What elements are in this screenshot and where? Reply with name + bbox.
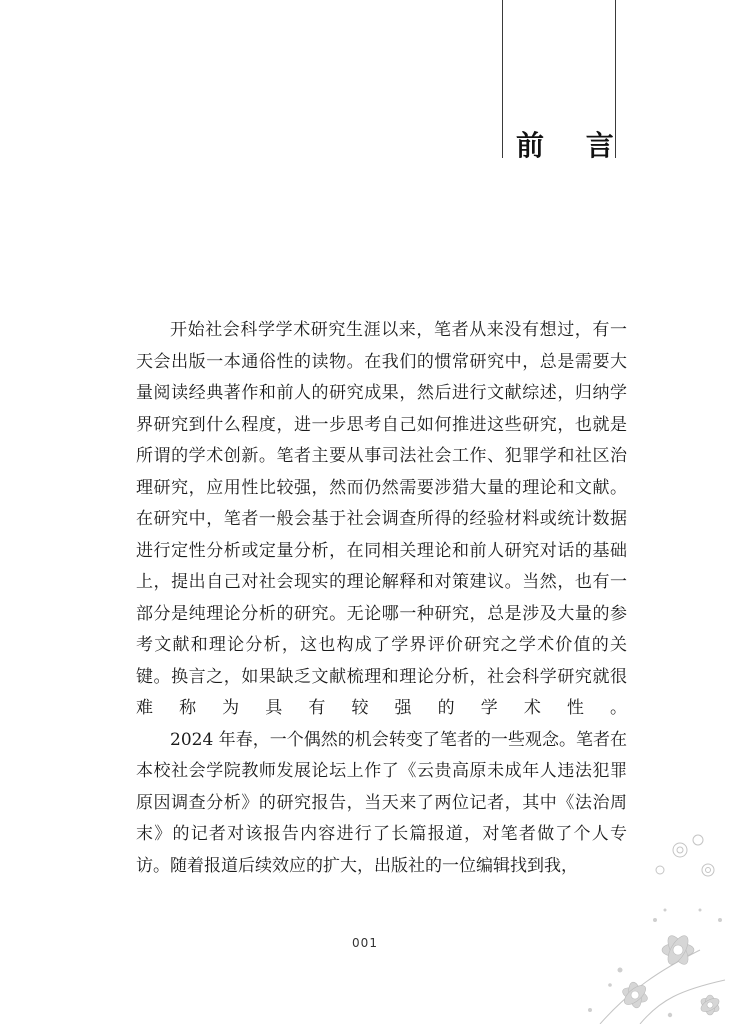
chapter-title: 前 言 [516, 129, 630, 162]
paragraph-1: 开始社会科学学术研究生涯以来，笔者从来没有想过，有一天会出版一本通俗性的读物。在我们的惯常研究中，总是需要大量阅读经典著作和前人的研究成果，然后进行文献综述，归纳学界研究到什么程度，进一步思考自己如何推进这些研究，也就是所谓的学术创新。笔者主要从事司法社会工作、犯罪学和社区治理研究，应用性比较强，然而仍然需要涉猎大量的理论和文献。在研究中，笔者一般会基于社会调查所得的经验材料或统计数据进行定性分析或定量分析，在同相关理论和前人研究对话的基础上，提出自己对社会现实的理论解释和对策建议。当然，也有一部分是纯理论分析的研究。无论哪一种研究，总是涉及大量的参考文献和理论分析，这也构成了学界评价研究之学术价值的关键。换言之，如果缺乏文献梳理和理论分析，社会科学研究就很难称为具有较强的学术性。 [136, 320, 627, 718]
header-rule-left [502, 0, 503, 158]
floral-ornament-icon [560, 800, 730, 1024]
page-number: 001 [352, 936, 378, 950]
paragraph-2: 2024 年春，一个偶然的机会转变了笔者的一些观念。笔者在本校社会学院教师发展论坛上作了《云贵高原未成年人违法犯罪原因调查分析》的研究报告，当天来了两位记者，其中《法治周末》的记者对该报告内容进行了长篇报道，对笔者做了个人专访。随着报道后续效应的扩大，出版社的一位编辑找到我， [136, 729, 627, 876]
body-text [136, 315, 627, 882]
